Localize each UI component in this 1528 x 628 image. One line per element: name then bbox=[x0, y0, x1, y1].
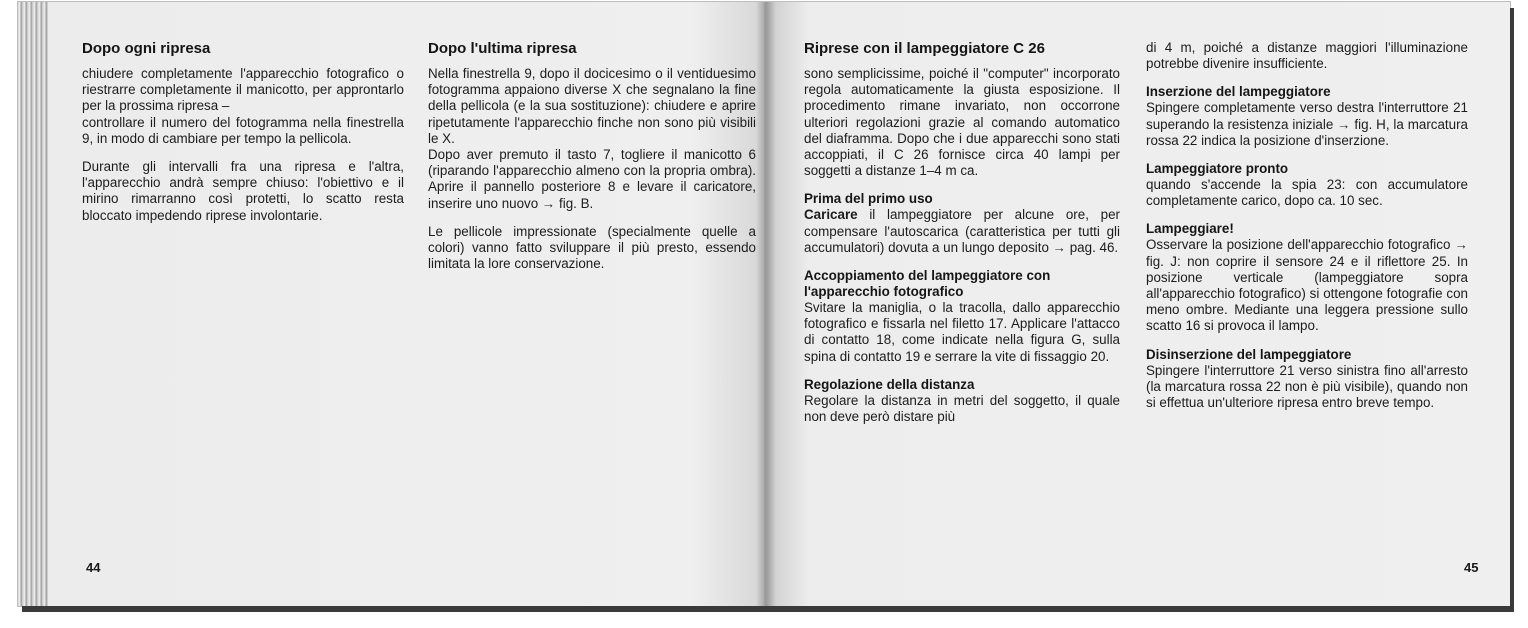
subheading: Inserzione del lampeggiatore bbox=[1146, 84, 1331, 100]
paragraph: Durante gli intervalli fra una ripresa e l'altra, l'apparecchio andrà sempre chiuso: l'obiettivo e il mirino rimarranno così protetti, lo scatto resta bloccato impedendo riprese involontarie. bbox=[82, 159, 404, 223]
subheading: Lampeggiare! bbox=[1146, 221, 1234, 237]
right-column-1 bbox=[804, 40, 1120, 437]
paragraph: Osservare la posizione dell'apparecchio fotografico → fig. J: non coprire il sensore 24 e il riflettore 25. In posizione verticale (lampeggiatore sopra all'apparecchio fotografico) si ottengone fotografie con meno ombre. Mediante una leggera pressione sullo scatto 16 si provoca il lampo. bbox=[1146, 237, 1468, 334]
page-number-right: 45 bbox=[1464, 560, 1479, 575]
heading-dopo-ogni-ripresa: Dopo ogni ripresa bbox=[82, 40, 211, 57]
subheading: Accoppiamento del lampeggiatore con l'apparecchio fotografico bbox=[804, 268, 1051, 300]
paragraph: quando s'accende la spia 23: con accumulatore completamente carico, dopo ca. 10 sec. bbox=[1146, 177, 1468, 209]
paragraph: controllare il numero del fotogramma nella finestrella 9, in modo di cambiare per tempo la pellicola. bbox=[82, 114, 404, 146]
paragraph bbox=[804, 207, 1120, 256]
paragraph-text: il lampeggiatore per alcune ore, per compensare l'autoscarica (caratteristica per tutti gli accumulatori) dovuta a un lungo deposito → pag. 46. bbox=[804, 207, 1120, 255]
page-edges bbox=[18, 2, 48, 606]
heading-riprese-lampeggiatore: Riprese con il lampeggiatore C 26 bbox=[804, 40, 1045, 57]
subheading: Lampeggiatore pronto bbox=[1146, 161, 1289, 177]
subheading: Disinserzione del lampeggiatore bbox=[1146, 346, 1352, 362]
paragraph: Dopo aver premuto il tasto 7, togliere il manicotto 6 (riparando l'apparecchio almeno con la propria ombra). Aprire il pannello posteriore 8 e levare il caricatore, inserire uno nuovo → fig. B. bbox=[428, 147, 756, 211]
subheading: Prima del primo uso bbox=[804, 191, 933, 207]
paragraph: Spingere completamente verso destra l'interruttore 21 superando la resistenza iniziale → fig. H, la marcatura rossa 22 indica la posizione d'inserzione. bbox=[1146, 100, 1468, 148]
paragraph: Spingere l'interruttore 21 verso sinistra fino all'arresto (la marcatura rossa 22 non è più visibile), quando non si effettua un'ulteriore ripresa entro breve tempo. bbox=[1146, 362, 1468, 411]
paragraph: Nella finestrella 9, dopo il docicesimo o il ventiduesimo fotogramma appaiono diverse X che segnalano la fine della pellicola (e la sua sostituzione): chiudere e aprire ripetutamente l'apparecchio finche non sono più visibili le X. bbox=[428, 66, 756, 146]
bold-term: Caricare bbox=[804, 207, 858, 223]
subheading: Regolazione della distanza bbox=[804, 376, 975, 392]
paragraph: Le pellicole impressionate (specialmente quelle a colori) vanno fatto sviluppare il più presto, essendo limitata la lore conservazione. bbox=[428, 223, 756, 272]
paragraph: sono semplicissime, poiché il "computer" incorporato regola automaticamente la giusta esposizione. Il procedimento rimane invariato, non occorrone ulteriori regolazioni grazie al comando automatico del diaframma. Dopo che i due apparecchi sono stati accoppiati, il C 26 fornisce circa 40 lampi per soggetti a distanze 1–4 m ca. bbox=[804, 66, 1120, 179]
section-prima-uso bbox=[804, 191, 1120, 256]
left-column-1 bbox=[82, 40, 404, 236]
book-gutter bbox=[756, 2, 776, 606]
left-page bbox=[48, 2, 764, 606]
right-column-2 bbox=[1146, 40, 1468, 423]
paragraph: di 4 m, poiché a distanze maggiori l'illuminazione potrebbe divenire insufficiente. bbox=[1146, 40, 1468, 72]
left-column-2 bbox=[428, 40, 756, 284]
paragraph: chiudere completamente l'apparecchio fotografico o riestrarre completamente il manicotto, per approntarlo per la prossima ripresa – bbox=[82, 66, 404, 114]
section-accoppiamento bbox=[804, 268, 1120, 365]
section-pronto bbox=[1146, 161, 1468, 209]
section-regolazione bbox=[804, 377, 1120, 425]
right-page bbox=[764, 2, 1510, 606]
heading-dopo-ultima-ripresa: Dopo l'ultima ripresa bbox=[428, 40, 577, 57]
open-booklet bbox=[18, 2, 1510, 606]
section-inserzione bbox=[1146, 84, 1468, 149]
section-lampeggiare bbox=[1146, 221, 1468, 334]
paragraph: Regolare la distanza in metri del soggetto, il quale non deve però distare più bbox=[804, 392, 1120, 425]
section-disinserzione bbox=[1146, 347, 1468, 412]
paragraph: Svitare la maniglia, o la tracolla, dallo apparecchio fotografico e fissarla nel filetto 17. Applicare l'attacco di contatto 18, come indicate nella figura G, sulla spina di contatto 19 e serrare la vite di fissaggio 20. bbox=[804, 300, 1120, 364]
page-number-left: 44 bbox=[86, 560, 101, 575]
